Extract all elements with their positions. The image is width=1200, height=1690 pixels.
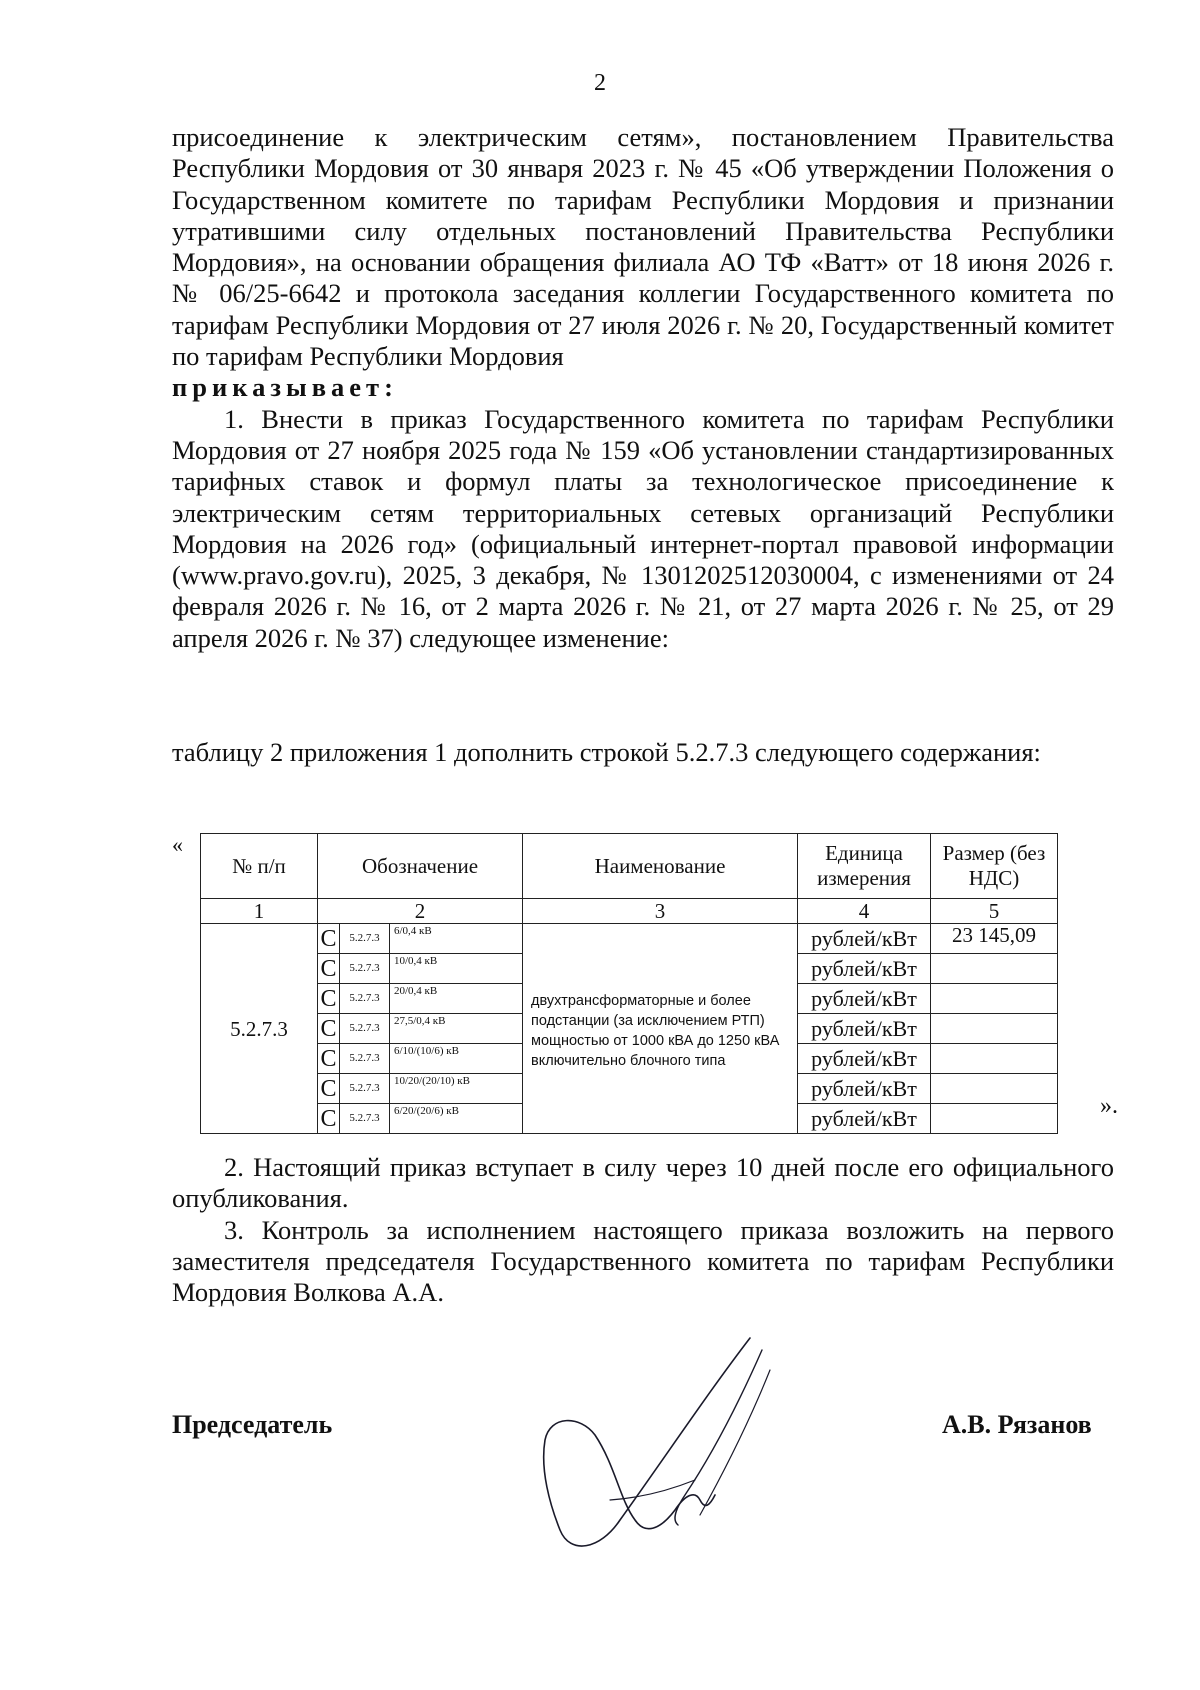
row-value (931, 1104, 1058, 1134)
row-code: 5.2.7.3 (340, 1104, 390, 1134)
orders-word: приказывает: (172, 372, 398, 403)
table-intro: таблицу 2 приложения 1 дополнить строкой 5.2.7.3 следующего содержания: (172, 737, 1041, 767)
row-letter: С (318, 924, 340, 954)
row-voltage: 10/0,4 кВ (390, 954, 523, 984)
column-number-row (201, 899, 1058, 924)
intro-paragraph: присоединение к электрическим сетям», постановлением Правительства Республики Мордовия от 30 января 2023 г. № 45 «Об утверждении Положения о Государственном комитете по тарифам Республики Мордовия и признании утратившими силу отдельных постановлений Правительства Республики Мордовия», на основании обращения филиала АО ТФ «Ватт» от 18 июня 2026 г. № 06/25-6642 и протокола заседания коллегии Государственного комитета по тарифам Республики Мордовия от 27 июля 2026 г. № 20, Государственный комитет по тарифам Республики Мордовия (172, 122, 1114, 372)
row-letter: С (318, 1104, 340, 1134)
column-number: 4 (798, 899, 931, 924)
row-code: 5.2.7.3 (340, 1074, 390, 1104)
page-number: 2 (594, 70, 606, 96)
row-unit: рублей/кВт (798, 984, 931, 1014)
table-header-row (201, 834, 1058, 899)
row-letter: С (318, 1044, 340, 1074)
table-row (201, 924, 1058, 954)
row-value (931, 1044, 1058, 1074)
row-letter: С (318, 954, 340, 984)
column-number: 5 (931, 899, 1058, 924)
row-value (931, 984, 1058, 1014)
intro-block (172, 122, 1114, 654)
header-number: № п/п (201, 834, 318, 899)
signatory-title: Председатель (172, 1410, 333, 1439)
row-unit: рублей/кВт (798, 924, 931, 954)
row-unit: рублей/кВт (798, 1044, 931, 1074)
row-code: 5.2.7.3 (340, 1044, 390, 1074)
header-unit: Единица измерения (798, 834, 931, 899)
quote-close: ». (1100, 1093, 1118, 1119)
row-number: 5.2.7.3 (201, 924, 318, 1134)
row-value: 23 145,09 (931, 924, 1058, 954)
row-voltage: 20/0,4 кВ (390, 984, 523, 1014)
header-name: Наименование (523, 834, 798, 899)
row-code: 5.2.7.3 (340, 984, 390, 1014)
row-voltage: 6/0,4 кВ (390, 924, 523, 954)
quote-open: « (172, 832, 183, 857)
row-voltage: 6/10/(10/6) кВ (390, 1044, 523, 1074)
row-code: 5.2.7.3 (340, 954, 390, 984)
tariff-table (200, 833, 1058, 1134)
row-voltage: 6/20/(20/6) кВ (390, 1104, 523, 1134)
row-unit: рублей/кВт (798, 1014, 931, 1044)
row-value (931, 954, 1058, 984)
item-2-paragraph: 2. Настоящий приказ вступает в силу через 10 дней после его официального опубликования. (172, 1152, 1114, 1214)
column-number: 1 (201, 899, 318, 924)
row-code: 5.2.7.3 (340, 1014, 390, 1044)
row-unit: рублей/кВт (798, 1074, 931, 1104)
header-size: Размер (без НДС) (931, 834, 1058, 899)
row-letter: С (318, 1074, 340, 1104)
closing-block (172, 1152, 1114, 1308)
row-code: 5.2.7.3 (340, 924, 390, 954)
row-voltage: 10/20/(20/10) кВ (390, 1074, 523, 1104)
row-value (931, 1074, 1058, 1104)
item-3-paragraph: 3. Контроль за исполнением настоящего приказа возложить на первого заместителя председателя Государственного комитета по тарифам Республики Мордовия Волкова А.А. (172, 1214, 1114, 1308)
row-unit: рублей/кВт (798, 954, 931, 984)
item-1-paragraph: 1. Внести в приказ Государственного комитета по тарифам Республики Мордовия от 27 ноября 2025 года № 159 «Об установлении стандартизированных тарифных ставок и формул платы за технологическое присоединение к электрическим сетям территориальных сетевых организаций Республики Мордовия на 2026 год» (официальный интернет-портал правовой информации (www.pravo.gov.ru), 2025, 3 декабря, № 1301202512030004, с изменениями от 24 февраля 2026 г. № 16, от 2 марта 2026 г. № 21, от 27 марта 2026 г. № 25, от 29 апреля 2026 г. № 37) следующее изменение: (172, 403, 1114, 653)
column-number: 3 (523, 899, 798, 924)
row-unit: рублей/кВт (798, 1104, 931, 1134)
column-number: 2 (318, 899, 523, 924)
header-designation: Обозначение (318, 834, 523, 899)
row-letter: С (318, 984, 340, 1014)
signature-icon (500, 1330, 830, 1560)
row-voltage: 27,5/0,4 кВ (390, 1014, 523, 1044)
row-letter: С (318, 1014, 340, 1044)
row-name: двухтрансформаторные и более подстанции (за исключением РТП) мощностью от 1000 кВА до 1250 кВА включительно блочного типа (523, 924, 798, 1134)
row-value (931, 1014, 1058, 1044)
signatory-name: А.В. Рязанов (942, 1410, 1092, 1439)
